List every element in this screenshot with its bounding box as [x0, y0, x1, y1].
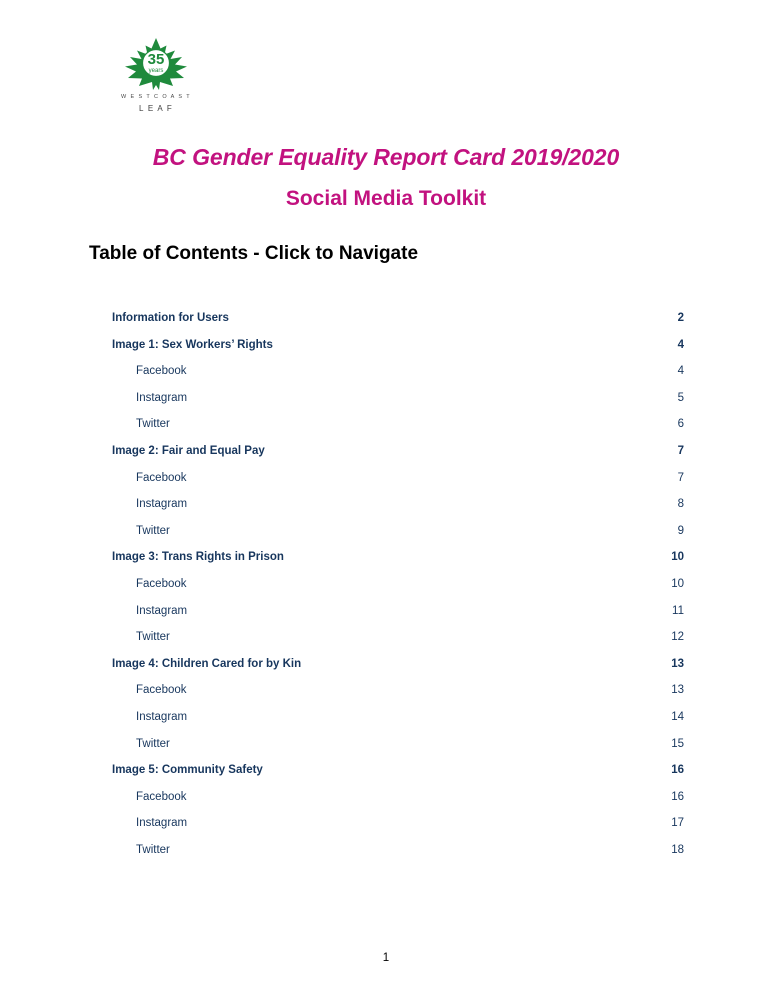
toc-entry-page: 13 — [671, 684, 684, 697]
toc-entry-page: 4 — [677, 338, 684, 351]
toc-entry[interactable] — [112, 810, 684, 837]
toc-entry[interactable] — [112, 491, 684, 518]
toc-entry-page: 8 — [677, 498, 684, 511]
toc-entry[interactable] — [112, 571, 684, 598]
toc-entry-label: Twitter — [136, 631, 170, 644]
toc-entry-page: 13 — [671, 657, 684, 670]
toc-entry-page: 7 — [677, 444, 684, 457]
toc-entry-page: 6 — [677, 418, 684, 431]
toc-entry-page: 16 — [671, 764, 684, 777]
toc-entry[interactable] — [112, 518, 684, 545]
toc-entry-label: Image 3: Trans Rights in Prison — [112, 551, 284, 564]
toc-entry[interactable] — [112, 411, 684, 438]
toc-entry-label: Image 4: Children Cared for by Kin — [112, 657, 302, 670]
toc-entry-page: 5 — [677, 391, 684, 404]
toc-entry-page: 18 — [671, 843, 684, 856]
toc-entry-label: Twitter — [136, 418, 170, 431]
toc-entry-label: Image 1: Sex Workers’ Rights — [112, 338, 273, 351]
toc-entry[interactable] — [112, 757, 684, 784]
logo-badge-number: 35 — [147, 51, 165, 68]
toc-entry[interactable] — [112, 784, 684, 811]
toc-entry-page: 16 — [671, 790, 684, 803]
toc-entry-label: Twitter — [136, 737, 170, 750]
table-of-contents-heading: Table of Contents - Click to Navigate — [89, 243, 419, 264]
toc-entry[interactable] — [112, 677, 684, 704]
toc-entry[interactable] — [112, 624, 684, 651]
toc-entry-label: Twitter — [136, 524, 170, 537]
toc-entry-label: Instagram — [136, 604, 188, 617]
toc-entry-page: 7 — [677, 471, 684, 484]
toc-entry[interactable] — [112, 651, 684, 678]
toc-entry[interactable] — [112, 332, 684, 359]
toc-entry-page: 14 — [671, 710, 684, 723]
toc-entry-label: Facebook — [136, 684, 187, 697]
toc-entry-label: Information for Users — [112, 312, 229, 324]
toc-entry-label: Image 2: Fair and Equal Pay — [112, 444, 265, 457]
toc-entry-label: Instagram — [136, 391, 188, 404]
toc-entry-label: Image 5: Community Safety — [112, 764, 263, 777]
page-subtitle: Social Media Toolkit — [285, 187, 487, 210]
toc-entry-page: 15 — [671, 737, 684, 750]
maple-leaf-icon — [96, 36, 216, 94]
toc-entry-label: Twitter — [136, 843, 170, 856]
toc-entry[interactable] — [112, 837, 684, 864]
page-number: 1 — [382, 952, 390, 964]
toc-entry[interactable] — [112, 465, 684, 492]
logo-caption-line2: L E A F — [139, 104, 173, 113]
toc-entry[interactable] — [112, 358, 684, 385]
page-title: BC Gender Equality Report Card 2019/2020 — [152, 144, 620, 170]
toc-entry-page: 12 — [671, 631, 684, 644]
toc-entry[interactable] — [112, 438, 684, 465]
toc-entry-label: Facebook — [136, 790, 187, 803]
toc-entry-page: 17 — [671, 817, 684, 830]
logo-badge-word: years — [148, 68, 164, 74]
organization-logo — [96, 36, 216, 114]
toc-entry-page: 2 — [677, 312, 684, 324]
toc-entry[interactable] — [112, 598, 684, 625]
toc-entry[interactable] — [112, 305, 684, 332]
toc-entry[interactable] — [112, 731, 684, 758]
table-of-contents — [112, 305, 684, 863]
toc-entry[interactable] — [112, 704, 684, 731]
toc-entry-label: Facebook — [136, 471, 187, 484]
toc-entry-label: Facebook — [136, 577, 187, 590]
toc-entry-label: Instagram — [136, 710, 188, 723]
toc-entry-label: Facebook — [136, 365, 187, 378]
toc-entry-page: 10 — [671, 577, 684, 590]
toc-entry[interactable] — [112, 385, 684, 412]
toc-entry-page: 9 — [677, 524, 684, 537]
toc-entry-label: Instagram — [136, 498, 188, 511]
toc-entry-page: 10 — [671, 551, 684, 564]
logo-caption-line1: W E S T C O A S T — [121, 94, 191, 100]
toc-entry-label: Instagram — [136, 817, 188, 830]
toc-entry-page: 11 — [672, 604, 684, 617]
toc-entry-page: 4 — [677, 365, 684, 378]
toc-entry[interactable] — [112, 544, 684, 571]
